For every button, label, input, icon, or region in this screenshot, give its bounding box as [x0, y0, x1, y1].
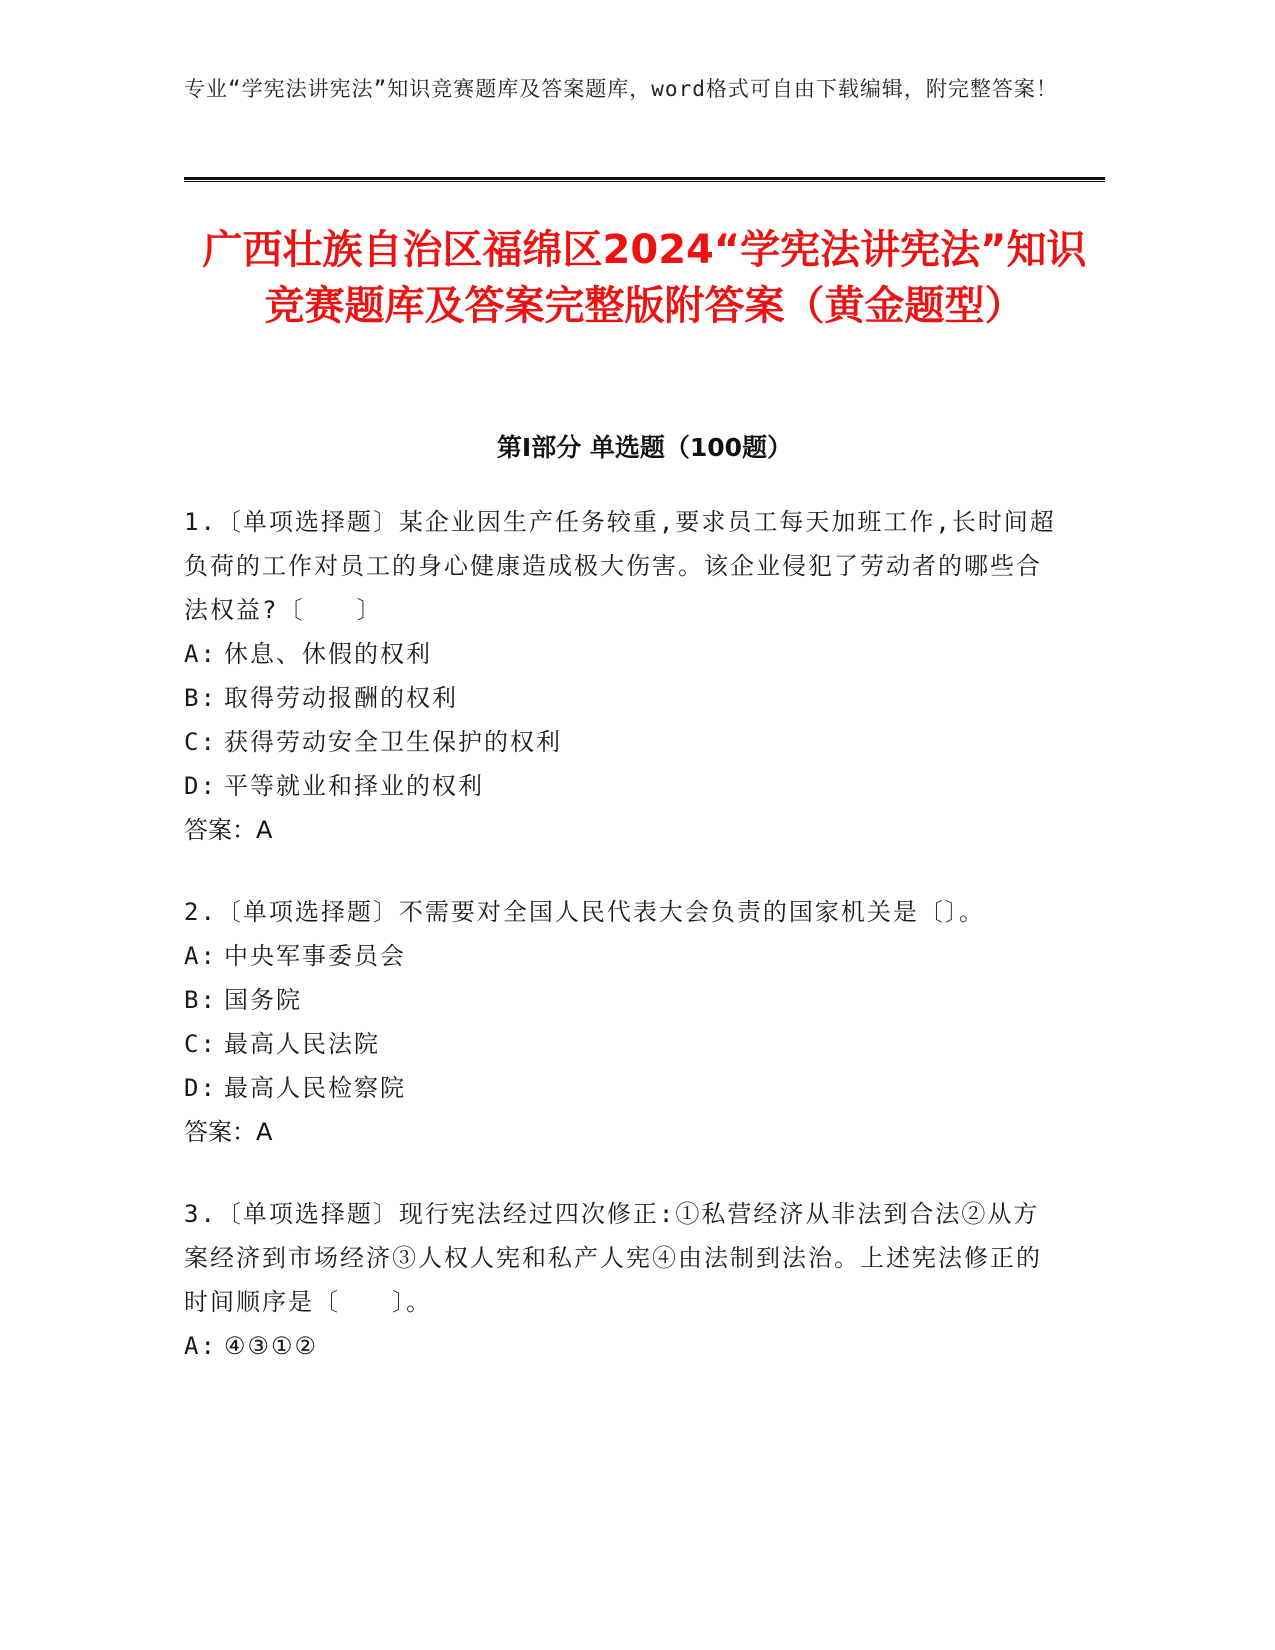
- option-text: 获得劳动安全卫生保护的权利: [224, 728, 562, 756]
- option-text: 国务院: [224, 986, 302, 1014]
- option-b: [184, 676, 1064, 720]
- option-key: A:: [184, 1332, 217, 1360]
- option-key: C:: [184, 728, 217, 756]
- option-text: 最高人民法院: [224, 1030, 380, 1058]
- question-list: [184, 500, 1064, 1406]
- question-stem: 3.〔单项选择题〕现行宪法经过四次修正:①私营经济从非法到合法②从方案经济到市场经济③人权人宪和私产人宪④由法制到法治。上述宪法修正的时间顺序是〔 〕。: [184, 1200, 1042, 1316]
- option-d: [184, 764, 1064, 808]
- option-a: [184, 632, 1064, 676]
- header-divider: [184, 177, 1105, 182]
- option-text: 最高人民检察院: [224, 1074, 406, 1102]
- question-1: [184, 500, 1064, 852]
- option-key: B:: [184, 684, 217, 712]
- question-stem: 1.〔单项选择题〕某企业因生产任务较重,要求员工每天加班工作,长时间超负荷的工作对员工的身心健康造成极大伤害。该企业侵犯了劳动者的哪些合法权益?〔 〕: [184, 508, 1056, 624]
- option-text: ④③①②: [224, 1332, 319, 1360]
- question-2: [184, 890, 1064, 1154]
- option-d: [184, 1066, 1064, 1110]
- option-text: 休息、休假的权利: [224, 640, 432, 668]
- option-c: [184, 1022, 1064, 1066]
- option-key: D:: [184, 1074, 217, 1102]
- answer-line: 答案：A: [184, 816, 273, 844]
- option-text: 中央军事委员会: [224, 942, 406, 970]
- document-title: 广西壮族自治区福绵区2024“学宪法讲宪法”知识竞赛题库及答案完整版附答案（黄金题型）: [202, 227, 1087, 329]
- header-note: 专业“学宪法讲宪法”知识竞赛题库及答案题库，word格式可自由下载编辑，附完整答案！: [184, 77, 1058, 101]
- option-key: D:: [184, 772, 217, 800]
- option-a: [184, 1324, 1064, 1368]
- answer-line: 答案：A: [184, 1118, 273, 1146]
- option-key: A:: [184, 640, 217, 668]
- section-title: 第Ⅰ部分 单选题（100题）: [496, 433, 793, 462]
- option-c: [184, 720, 1064, 764]
- question-3: [184, 1192, 1064, 1368]
- option-key: A:: [184, 942, 217, 970]
- option-a: [184, 934, 1064, 978]
- option-text: 取得劳动报酬的权利: [224, 684, 458, 712]
- option-key: C:: [184, 1030, 217, 1058]
- option-text: 平等就业和择业的权利: [224, 772, 484, 800]
- question-stem: 2.〔单项选择题〕不需要对全国人民代表大会负责的国家机关是〔〕。: [184, 898, 985, 926]
- option-key: B:: [184, 986, 217, 1014]
- option-b: [184, 978, 1064, 1022]
